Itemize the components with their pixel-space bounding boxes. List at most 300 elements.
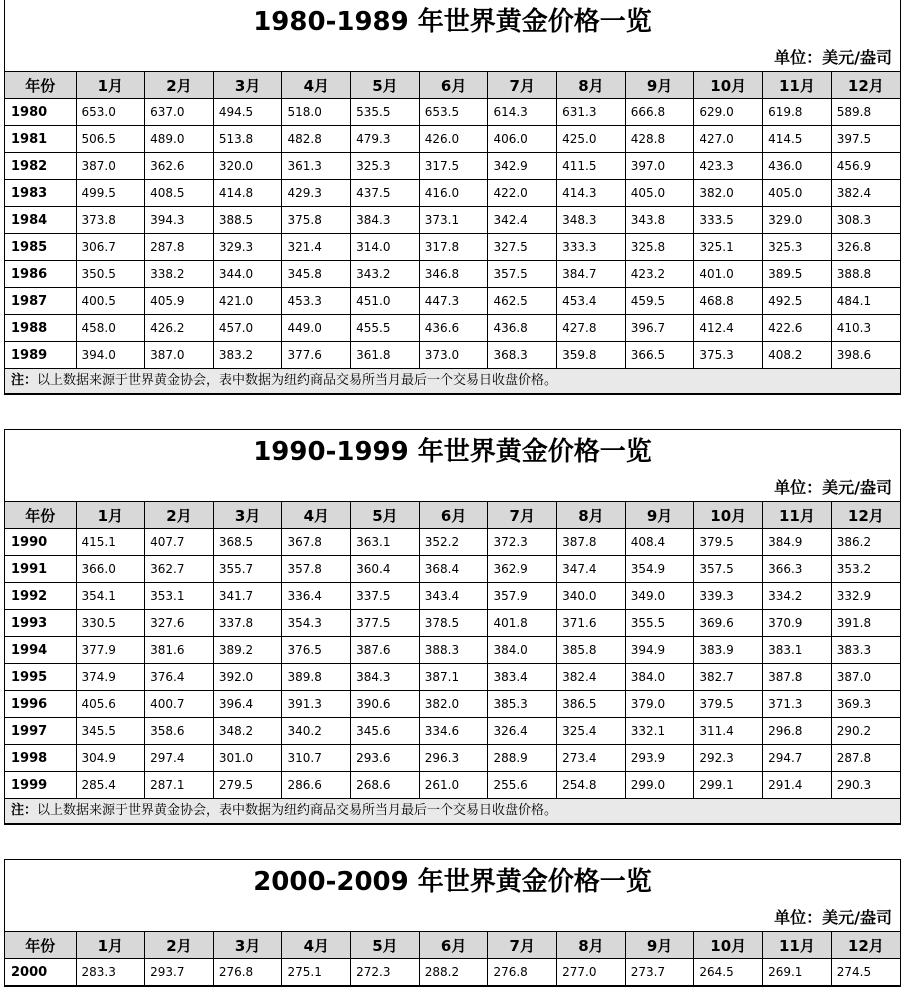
price-cell: 423.3 [694, 153, 763, 180]
price-cell: 382.0 [694, 180, 763, 207]
price-table-block [4, 429, 901, 825]
price-cell: 273.4 [557, 745, 626, 772]
price-cell: 492.5 [763, 288, 832, 315]
price-cell: 436.6 [419, 315, 488, 342]
price-cell: 447.3 [419, 288, 488, 315]
gold-price-table [5, 501, 900, 799]
price-cell: 327.6 [145, 610, 214, 637]
price-cell: 653.5 [419, 99, 488, 126]
price-cell: 383.1 [763, 637, 832, 664]
price-cell: 326.4 [488, 718, 557, 745]
price-cell: 357.5 [488, 261, 557, 288]
price-cell: 416.0 [419, 180, 488, 207]
price-cell: 513.8 [213, 126, 282, 153]
price-cell: 414.8 [213, 180, 282, 207]
price-cell: 310.7 [282, 745, 351, 772]
price-cell: 389.2 [213, 637, 282, 664]
year-cell: 1999 [5, 772, 76, 799]
column-header-month: 6月 [419, 932, 488, 959]
price-cell: 387.0 [145, 342, 214, 369]
column-header-year: 年份 [5, 72, 76, 99]
price-cell: 358.6 [145, 718, 214, 745]
column-header-month: 12月 [831, 72, 900, 99]
price-cell: 376.5 [282, 637, 351, 664]
table-row [5, 959, 900, 986]
price-cell: 397.5 [831, 126, 900, 153]
price-cell: 343.4 [419, 583, 488, 610]
price-cell: 410.3 [831, 315, 900, 342]
price-cell: 385.8 [557, 637, 626, 664]
price-cell: 330.5 [76, 610, 145, 637]
gold-price-table [5, 71, 900, 369]
column-header-month: 9月 [625, 502, 694, 529]
price-cell: 383.4 [488, 664, 557, 691]
price-cell: 396.4 [213, 691, 282, 718]
price-cell: 321.4 [282, 234, 351, 261]
price-cell: 339.3 [694, 583, 763, 610]
year-cell: 1982 [5, 153, 76, 180]
column-header-month: 10月 [694, 932, 763, 959]
column-header-month: 2月 [145, 72, 214, 99]
price-cell: 292.3 [694, 745, 763, 772]
price-cell: 273.7 [625, 959, 694, 986]
column-header-month: 2月 [145, 502, 214, 529]
price-cell: 412.4 [694, 315, 763, 342]
price-cell: 362.9 [488, 556, 557, 583]
price-cell: 369.6 [694, 610, 763, 637]
price-cell: 353.1 [145, 583, 214, 610]
price-cell: 366.3 [763, 556, 832, 583]
table-frame [4, 429, 901, 825]
column-header-year: 年份 [5, 932, 76, 959]
price-cell: 406.0 [488, 126, 557, 153]
price-cell: 332.9 [831, 583, 900, 610]
price-cell: 414.3 [557, 180, 626, 207]
year-cell: 1995 [5, 664, 76, 691]
price-cell: 325.1 [694, 234, 763, 261]
table-row [5, 745, 900, 772]
price-cell: 589.8 [831, 99, 900, 126]
table-title: 2000-2009 年世界黄金价格一览 [253, 867, 652, 897]
price-cell: 384.0 [625, 664, 694, 691]
price-cell: 378.5 [419, 610, 488, 637]
price-cell: 371.3 [763, 691, 832, 718]
header-row [5, 502, 900, 529]
price-cell: 407.7 [145, 529, 214, 556]
price-cell: 405.9 [145, 288, 214, 315]
price-cell: 459.5 [625, 288, 694, 315]
price-cell: 344.0 [213, 261, 282, 288]
price-cell: 287.8 [831, 745, 900, 772]
price-cell: 383.9 [694, 637, 763, 664]
price-cell: 353.2 [831, 556, 900, 583]
price-cell: 408.4 [625, 529, 694, 556]
table-title: 1990-1999 年世界黄金价格一览 [253, 437, 652, 467]
column-header-month: 10月 [694, 502, 763, 529]
unit-label: 单位：美元/盎司 [774, 908, 892, 927]
price-cell: 383.3 [831, 637, 900, 664]
price-cell: 436.0 [763, 153, 832, 180]
price-cell: 382.7 [694, 664, 763, 691]
price-cell: 366.5 [625, 342, 694, 369]
column-header-month: 5月 [351, 932, 420, 959]
column-header-month: 9月 [625, 72, 694, 99]
price-cell: 340.2 [282, 718, 351, 745]
price-cell: 338.2 [145, 261, 214, 288]
price-cell: 329.0 [763, 207, 832, 234]
price-cell: 387.1 [419, 664, 488, 691]
price-cell: 666.8 [625, 99, 694, 126]
column-header-month: 7月 [488, 932, 557, 959]
price-cell: 254.8 [557, 772, 626, 799]
price-cell: 422.6 [763, 315, 832, 342]
price-cell: 374.9 [76, 664, 145, 691]
price-cell: 293.7 [145, 959, 214, 986]
price-cell: 306.7 [76, 234, 145, 261]
price-cell: 314.0 [351, 234, 420, 261]
table-row [5, 691, 900, 718]
price-cell: 279.5 [213, 772, 282, 799]
price-cell: 373.8 [76, 207, 145, 234]
price-cell: 373.0 [419, 342, 488, 369]
column-header-month: 3月 [213, 932, 282, 959]
year-cell: 1987 [5, 288, 76, 315]
price-cell: 384.0 [488, 637, 557, 664]
column-header-month: 10月 [694, 72, 763, 99]
price-cell: 340.0 [557, 583, 626, 610]
price-cell: 427.0 [694, 126, 763, 153]
year-cell: 1980 [5, 99, 76, 126]
price-cell: 384.9 [763, 529, 832, 556]
price-cell: 411.5 [557, 153, 626, 180]
price-cell: 290.3 [831, 772, 900, 799]
price-cell: 396.7 [625, 315, 694, 342]
price-cell: 386.2 [831, 529, 900, 556]
price-cell: 341.7 [213, 583, 282, 610]
price-cell: 369.3 [831, 691, 900, 718]
price-cell: 382.0 [419, 691, 488, 718]
price-cell: 288.9 [488, 745, 557, 772]
price-cell: 320.0 [213, 153, 282, 180]
price-cell: 385.3 [488, 691, 557, 718]
price-cell: 619.8 [763, 99, 832, 126]
table-frame [4, 0, 901, 395]
column-header-month: 1月 [76, 932, 145, 959]
table-row [5, 529, 900, 556]
price-cell: 394.3 [145, 207, 214, 234]
table-row [5, 261, 900, 288]
price-cell: 387.0 [831, 664, 900, 691]
price-cell: 383.2 [213, 342, 282, 369]
price-cell: 398.6 [831, 342, 900, 369]
price-cell: 453.4 [557, 288, 626, 315]
footnote-text: 以上数据来源于世界黄金协会，表中数据为纽约商品交易所当月最后一个交易日收盘价格。 [37, 803, 558, 818]
price-cell: 394.0 [76, 342, 145, 369]
table-row [5, 180, 900, 207]
price-cell: 287.1 [145, 772, 214, 799]
price-cell: 345.8 [282, 261, 351, 288]
price-cell: 293.9 [625, 745, 694, 772]
column-header-month: 1月 [76, 72, 145, 99]
price-cell: 379.5 [694, 691, 763, 718]
price-cell: 277.0 [557, 959, 626, 986]
price-cell: 371.6 [557, 610, 626, 637]
price-cell: 357.5 [694, 556, 763, 583]
price-cell: 286.6 [282, 772, 351, 799]
price-cell: 276.8 [488, 959, 557, 986]
price-cell: 343.2 [351, 261, 420, 288]
price-cell: 333.3 [557, 234, 626, 261]
price-cell: 345.5 [76, 718, 145, 745]
year-cell: 1990 [5, 529, 76, 556]
price-cell: 437.5 [351, 180, 420, 207]
price-cell: 352.2 [419, 529, 488, 556]
price-cell: 377.9 [76, 637, 145, 664]
price-cell: 325.4 [557, 718, 626, 745]
price-cell: 382.4 [557, 664, 626, 691]
price-cell: 332.1 [625, 718, 694, 745]
price-cell: 405.6 [76, 691, 145, 718]
column-header-month: 6月 [419, 502, 488, 529]
price-cell: 342.4 [488, 207, 557, 234]
year-cell: 1997 [5, 718, 76, 745]
price-cell: 294.7 [763, 745, 832, 772]
price-cell: 291.4 [763, 772, 832, 799]
price-cell: 401.0 [694, 261, 763, 288]
table-row [5, 610, 900, 637]
column-header-month: 3月 [213, 502, 282, 529]
price-cell: 293.6 [351, 745, 420, 772]
price-cell: 361.3 [282, 153, 351, 180]
price-cell: 345.6 [351, 718, 420, 745]
price-cell: 336.4 [282, 583, 351, 610]
price-cell: 333.5 [694, 207, 763, 234]
price-cell: 535.5 [351, 99, 420, 126]
footnote [5, 799, 900, 824]
price-cell: 354.9 [625, 556, 694, 583]
price-cell: 462.5 [488, 288, 557, 315]
price-cell: 287.8 [145, 234, 214, 261]
table-row [5, 126, 900, 153]
table-row [5, 207, 900, 234]
price-cell: 355.5 [625, 610, 694, 637]
table-row [5, 315, 900, 342]
price-cell: 368.3 [488, 342, 557, 369]
price-cell: 361.8 [351, 342, 420, 369]
price-cell: 414.5 [763, 126, 832, 153]
column-header-month: 7月 [488, 502, 557, 529]
year-cell: 2000 [5, 959, 76, 986]
price-cell: 405.0 [625, 180, 694, 207]
price-cell: 401.8 [488, 610, 557, 637]
price-cell: 301.0 [213, 745, 282, 772]
price-cell: 494.5 [213, 99, 282, 126]
price-cell: 397.0 [625, 153, 694, 180]
price-cell: 484.1 [831, 288, 900, 315]
table-row [5, 234, 900, 261]
price-cell: 375.3 [694, 342, 763, 369]
price-cell: 350.5 [76, 261, 145, 288]
year-cell: 1986 [5, 261, 76, 288]
price-cell: 388.3 [419, 637, 488, 664]
price-cell: 389.5 [763, 261, 832, 288]
price-cell: 348.3 [557, 207, 626, 234]
table-row [5, 664, 900, 691]
column-header-month: 8月 [557, 502, 626, 529]
price-cell: 342.9 [488, 153, 557, 180]
price-cell: 423.2 [625, 261, 694, 288]
price-cell: 629.0 [694, 99, 763, 126]
year-cell: 1996 [5, 691, 76, 718]
price-cell: 394.9 [625, 637, 694, 664]
price-cell: 317.8 [419, 234, 488, 261]
price-cell: 276.8 [213, 959, 282, 986]
column-header-month: 1月 [76, 502, 145, 529]
price-cell: 329.3 [213, 234, 282, 261]
price-cell: 379.5 [694, 529, 763, 556]
price-cell: 389.8 [282, 664, 351, 691]
price-cell: 354.1 [76, 583, 145, 610]
price-cell: 296.3 [419, 745, 488, 772]
column-header-month: 3月 [213, 72, 282, 99]
price-cell: 455.5 [351, 315, 420, 342]
price-cell: 400.7 [145, 691, 214, 718]
price-cell: 391.8 [831, 610, 900, 637]
column-header-year: 年份 [5, 502, 76, 529]
price-cell: 387.0 [76, 153, 145, 180]
price-cell: 362.7 [145, 556, 214, 583]
price-cell: 390.6 [351, 691, 420, 718]
price-cell: 354.3 [282, 610, 351, 637]
price-cell: 405.0 [763, 180, 832, 207]
table-row [5, 772, 900, 799]
price-cell: 362.6 [145, 153, 214, 180]
column-header-month: 2月 [145, 932, 214, 959]
footnote-label: 注： [11, 803, 38, 818]
price-cell: 499.5 [76, 180, 145, 207]
price-cell: 375.8 [282, 207, 351, 234]
price-cell: 283.3 [76, 959, 145, 986]
year-cell: 1993 [5, 610, 76, 637]
footnote-text: 以上数据来源于世界黄金协会，表中数据为纽约商品交易所当月最后一个交易日收盘价格。 [37, 373, 558, 388]
column-header-month: 5月 [351, 72, 420, 99]
year-cell: 1991 [5, 556, 76, 583]
price-cell: 456.9 [831, 153, 900, 180]
price-cell: 337.8 [213, 610, 282, 637]
price-cell: 376.4 [145, 664, 214, 691]
price-cell: 367.8 [282, 529, 351, 556]
price-cell: 327.5 [488, 234, 557, 261]
column-header-month: 6月 [419, 72, 488, 99]
price-cell: 506.5 [76, 126, 145, 153]
table-row [5, 288, 900, 315]
price-cell: 325.3 [763, 234, 832, 261]
price-cell: 388.5 [213, 207, 282, 234]
price-cell: 457.0 [213, 315, 282, 342]
unit-label: 单位：美元/盎司 [774, 48, 892, 67]
year-cell: 1994 [5, 637, 76, 664]
column-header-month: 4月 [282, 72, 351, 99]
price-cell: 349.0 [625, 583, 694, 610]
price-cell: 317.5 [419, 153, 488, 180]
price-cell: 360.4 [351, 556, 420, 583]
price-cell: 274.5 [831, 959, 900, 986]
price-cell: 288.2 [419, 959, 488, 986]
column-header-month: 5月 [351, 502, 420, 529]
price-cell: 436.8 [488, 315, 557, 342]
year-cell: 1985 [5, 234, 76, 261]
footnote [5, 369, 900, 394]
unit-label: 单位：美元/盎司 [774, 478, 892, 497]
price-cell: 359.8 [557, 342, 626, 369]
price-cell: 334.2 [763, 583, 832, 610]
price-cell: 387.8 [557, 529, 626, 556]
price-cell: 325.3 [351, 153, 420, 180]
price-cell: 264.5 [694, 959, 763, 986]
column-header-month: 11月 [763, 72, 832, 99]
header-row [5, 932, 900, 959]
column-header-month: 7月 [488, 72, 557, 99]
column-header-month: 11月 [763, 932, 832, 959]
price-table-block [4, 859, 901, 987]
price-cell: 421.0 [213, 288, 282, 315]
price-cell: 391.3 [282, 691, 351, 718]
price-cell: 489.0 [145, 126, 214, 153]
price-cell: 268.6 [351, 772, 420, 799]
price-cell: 631.3 [557, 99, 626, 126]
column-header-month: 8月 [557, 932, 626, 959]
table-row [5, 556, 900, 583]
price-cell: 428.8 [625, 126, 694, 153]
price-cell: 261.0 [419, 772, 488, 799]
price-cell: 429.3 [282, 180, 351, 207]
price-cell: 422.0 [488, 180, 557, 207]
table-row [5, 637, 900, 664]
column-header-month: 4月 [282, 932, 351, 959]
price-cell: 381.6 [145, 637, 214, 664]
price-cell: 384.7 [557, 261, 626, 288]
table-frame [4, 859, 901, 987]
year-cell: 1983 [5, 180, 76, 207]
price-cell: 377.5 [351, 610, 420, 637]
price-cell: 426.2 [145, 315, 214, 342]
price-cell: 299.0 [625, 772, 694, 799]
price-cell: 384.3 [351, 207, 420, 234]
price-cell: 296.8 [763, 718, 832, 745]
price-cell: 427.8 [557, 315, 626, 342]
price-cell: 400.5 [76, 288, 145, 315]
column-header-month: 4月 [282, 502, 351, 529]
column-header-month: 11月 [763, 502, 832, 529]
price-cell: 357.9 [488, 583, 557, 610]
price-cell: 304.9 [76, 745, 145, 772]
table-title: 1980-1989 年世界黄金价格一览 [253, 7, 652, 37]
price-cell: 366.0 [76, 556, 145, 583]
price-cell: 290.2 [831, 718, 900, 745]
price-cell: 272.3 [351, 959, 420, 986]
price-cell: 275.1 [282, 959, 351, 986]
price-cell: 297.4 [145, 745, 214, 772]
price-cell: 334.6 [419, 718, 488, 745]
price-cell: 482.8 [282, 126, 351, 153]
price-cell: 348.2 [213, 718, 282, 745]
price-cell: 392.0 [213, 664, 282, 691]
price-cell: 355.7 [213, 556, 282, 583]
header-row [5, 72, 900, 99]
year-cell: 1992 [5, 583, 76, 610]
price-cell: 255.6 [488, 772, 557, 799]
price-cell: 453.3 [282, 288, 351, 315]
